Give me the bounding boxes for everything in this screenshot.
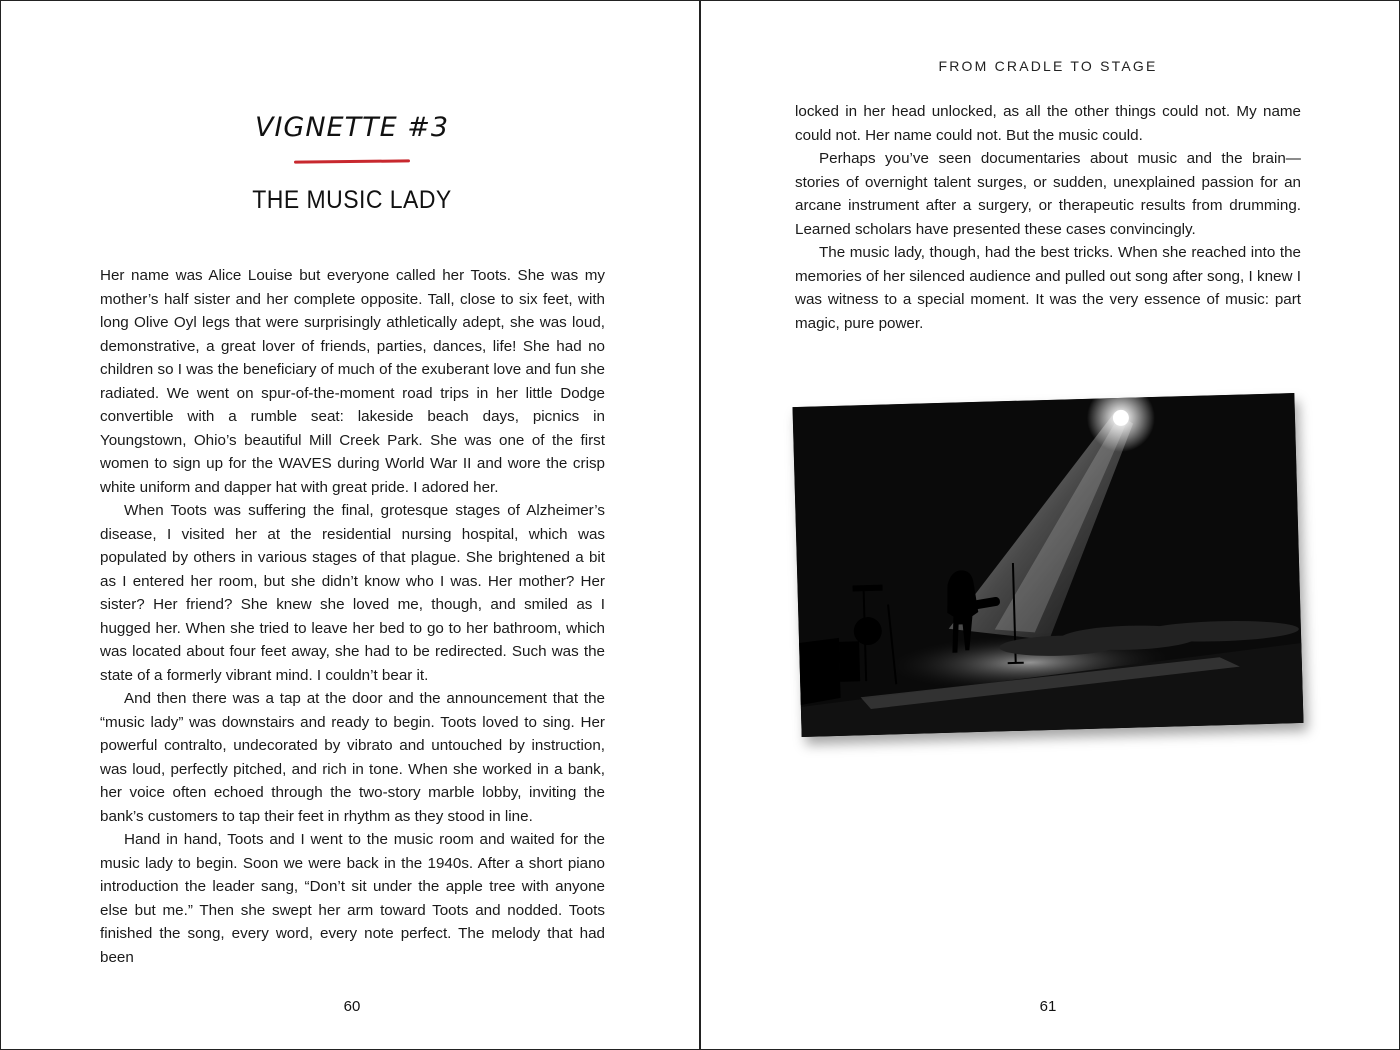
photo-image: [792, 393, 1303, 737]
paragraph: Perhaps you’ve seen documentaries about music and the brain—stories of overnight talent surges, or sudden, unexplained passion for an arcane instrument after a surgery, or therapeutic results from drumming. Learned scholars have presented these cases convincingly.: [795, 150, 1301, 238]
left-body-text: [100, 264, 605, 969]
paragraph: Her name was Alice Louise but everyone called her Toots. She was my mother’s half sister and her complete opposite. Tall, close to six feet, with long Olive Oyl legs that were surprisingly athletically adept, she was loud, demonstrative, a great lover of friends, parties, dances, life! She had no children so I was the beneficiary of much of the exuberant love and fun she radiated. We went on spur-of-the-moment road trips in her little Dodge convertible with a rumble seat: lakeside beach days, picnics in Youngstown, Ohio’s beautiful Mill Creek Park. She was one of the first women to sign up for the WAVES during World War II and wore the crisp white uniform and dapper hat with great pride. I adored her.: [100, 267, 605, 496]
page-number-right: 61: [1039, 998, 1057, 1015]
vignette-label: VIGNETTE #3: [254, 112, 450, 143]
running-head: FROM CRADLE TO STAGE: [938, 58, 1158, 74]
paragraph: The music lady, though, had the best tricks. When she reached into the memories of her silenced audience and pulled out song after song, I knew I was witness to a special moment. It was the very essence of music: part magic, pure power.: [795, 244, 1301, 332]
chapter-title: THE MUSIC LADY: [252, 186, 452, 214]
right-page: [701, 0, 1400, 1050]
paragraph: And then there was a tap at the door and the announcement that the “music lady” was downstairs and ready to begin. Toots loved to sing. Her powerful contralto, undecorated by vibrato and untouched by instruction, was loud, perfectly pitched, and rich in tone. When she worked in a bank, her voice often echoed through the two-story marble lobby, inviting the bank’s customers to tap their feet in rhythm as they stood in line.: [100, 690, 605, 825]
right-body-text: [795, 100, 1301, 335]
concert-spotlight-photo: [792, 393, 1303, 737]
paragraph: Hand in hand, Toots and I went to the music room and waited for the music lady to begin. Soon we were back in the 1940s. After a short piano introduction the leader sang, “Don’t sit under the apple tree with anyone else but me.” Then she swept her arm toward Toots and nodded. Toots finished the song, every word, every note perfect. The melody that had been: [100, 831, 605, 966]
left-page: [0, 0, 699, 1050]
page-number-left: 60: [343, 998, 361, 1015]
paragraph: When Toots was suffering the final, grotesque stages of Alzheimer’s disease, I visited her at the residential nursing hospital, which was populated by others in various stages of that plague. She brightened a bit as I entered her room, but she didn’t know who I was. Her mother? Her sister? Her friend? She knew she loved me, though, and smiled as I hugged her. When she tried to leave her bed to go to her bathroom, which was located about four feet away, she had to be redirected. Such was the state of a formerly vibrant mind. I couldn’t bear it.: [100, 502, 605, 684]
red-underline-rule: [294, 159, 410, 163]
paragraph: locked in her head unlocked, as all the other things could not. My name could not. Her name could not. But the music could.: [795, 103, 1301, 144]
